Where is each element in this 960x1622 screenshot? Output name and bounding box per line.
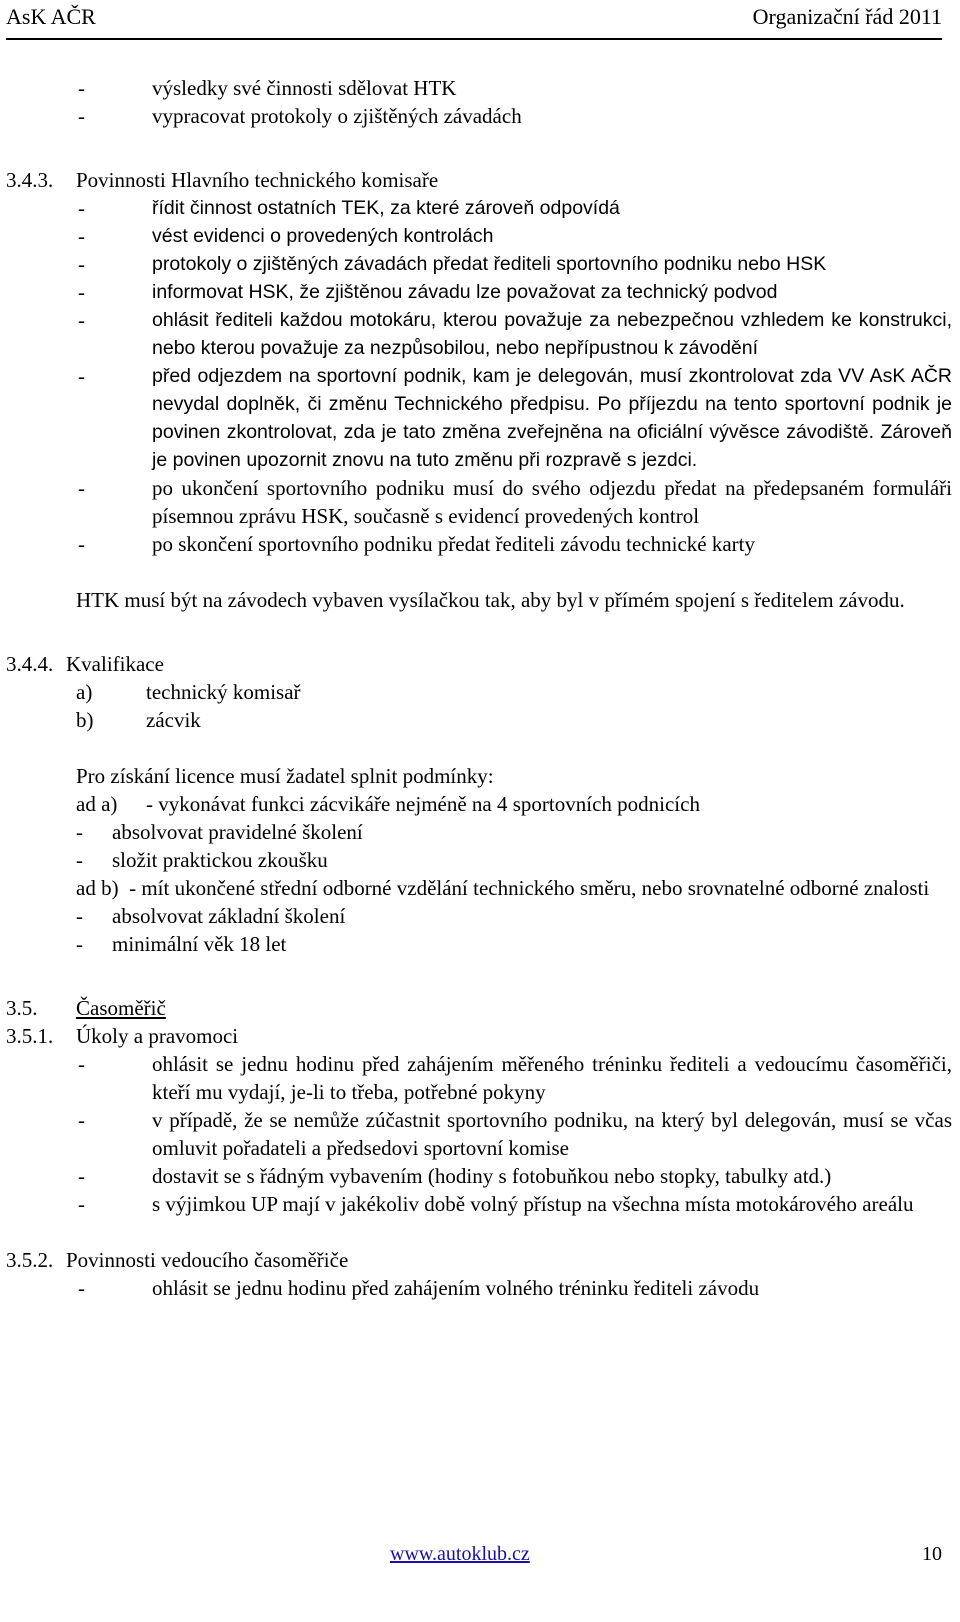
list-item: - absolvovat pravidelné školení xyxy=(76,820,363,844)
section-heading-3-4-3: 3.4.3. Povinnosti Hlavního technického komisaře xyxy=(6,168,439,192)
list-item: - protokoly o zjištěných závadách předat řediteli sportovního podniku nebo HSK xyxy=(78,252,827,276)
ad-a-line: ad a) - vykonávat funkci zácvikáře nejméně na 4 sportovních podnicích xyxy=(76,792,700,816)
intro-text: Pro získání licence musí žadatel splnit podmínky: xyxy=(76,764,494,788)
list-item: - v případě, že se nemůže zúčastnit sportovního podniku, na který byl delegován, musí se včas omluvit pořadateli a předsedovi sportovní komise xyxy=(78,1108,952,1160)
list-item: - po skončení sportovního podniku předat řediteli závodu technické karty xyxy=(78,532,756,556)
list-item: - před odjezdem na sportovní podnik, kam je delegován, musí zkontrolovat zda VV AsK AČR nevydal doplněk, či změnu Technického předpisu. Po příjezdu na tento sportovní podnik je povinen zkontrolovat, zda je tato změna zveřejněna na oficiální vývěsce závodiště. Zároveň je povinen upozornit znovu na tuto změnu při rozpravě s jezdci. xyxy=(78,364,952,471)
list-item: - vést evidenci o provedených kontrolách xyxy=(78,224,494,248)
section-heading-3-5: 3.5. Časoměřič xyxy=(6,996,166,1020)
list-item: - ohlásit se jednu hodinu před zahájením měřeného tréninku řediteli a vedoucímu časoměřiči, kteří mu vydají, je-li to třeba, potřebné pokyny xyxy=(78,1052,952,1104)
page-content xyxy=(6,74,952,1302)
page-header xyxy=(6,2,942,32)
header-left: AsK AČR xyxy=(6,4,96,29)
option-item: a) technický komisař xyxy=(76,680,301,704)
website-link[interactable]: www.autoklub.cz xyxy=(390,1543,530,1565)
ad-b-line: ad b) - mít ukončené střední odborné vzdělání technického směru, nebo srovnatelné odborné znalosti xyxy=(76,876,930,900)
section-heading-3-5-2: 3.5.2. Povinnosti vedoucího časoměřiče xyxy=(6,1248,349,1272)
header-rule xyxy=(6,38,942,40)
section-heading-3-4-4: 3.4.4. Kvalifikace xyxy=(6,652,164,676)
page-number: 10 xyxy=(922,1543,942,1565)
list-item: - ohlásit se jednu hodinu před zahájením volného tréninku řediteli závodu xyxy=(78,1276,760,1300)
list-item: - výsledky své činnosti sdělovat HTK xyxy=(78,76,457,100)
list-item: - vypracovat protokoly o zjištěných závadách xyxy=(78,104,522,128)
header-right: Organizační řád 2011 xyxy=(752,4,942,29)
section-heading-3-5-1: 3.5.1. Úkoly a pravomoci xyxy=(6,1024,239,1048)
list-item: - absolvovat základní školení xyxy=(76,904,346,928)
note-paragraph: HTK musí být na závodech vybaven vysílačkou tak, aby byl v přímém spojení s ředitelem závodu. xyxy=(76,588,905,612)
list-item: - informovat HSK, že zjištěnou závadu lze považovat za technický podvod xyxy=(78,280,778,304)
list-item: - po ukončení sportovního podniku musí do svého odjezdu předat na předepsaném formuláři písemnou zprávu HSK, současně s evidencí provedených kontrol xyxy=(78,476,952,528)
list-item: - dostavit se s řádným vybavením (hodiny s fotobuňkou nebo stopky, tabulky atd.) xyxy=(78,1164,832,1188)
page-footer xyxy=(0,1540,942,1568)
list-item: - minimální věk 18 let xyxy=(76,932,287,956)
list-item: - ohlásit řediteli každou motokáru, kterou považuje za nebezpečnou vzhledem ke konstrukci, nebo kterou považuje za nezpůsobilou, nebo nepřípustnou k závodění xyxy=(78,308,952,359)
list-item: - řídit činnost ostatních TEK, za které zároveň odpovídá xyxy=(78,196,620,220)
list-item: - složit praktickou zkoušku xyxy=(76,848,328,872)
option-item: b) zácvik xyxy=(76,708,201,732)
list-item: - s výjimkou UP mají v jakékoliv době volný přístup na všechna místa motokárového areálu xyxy=(78,1192,914,1216)
